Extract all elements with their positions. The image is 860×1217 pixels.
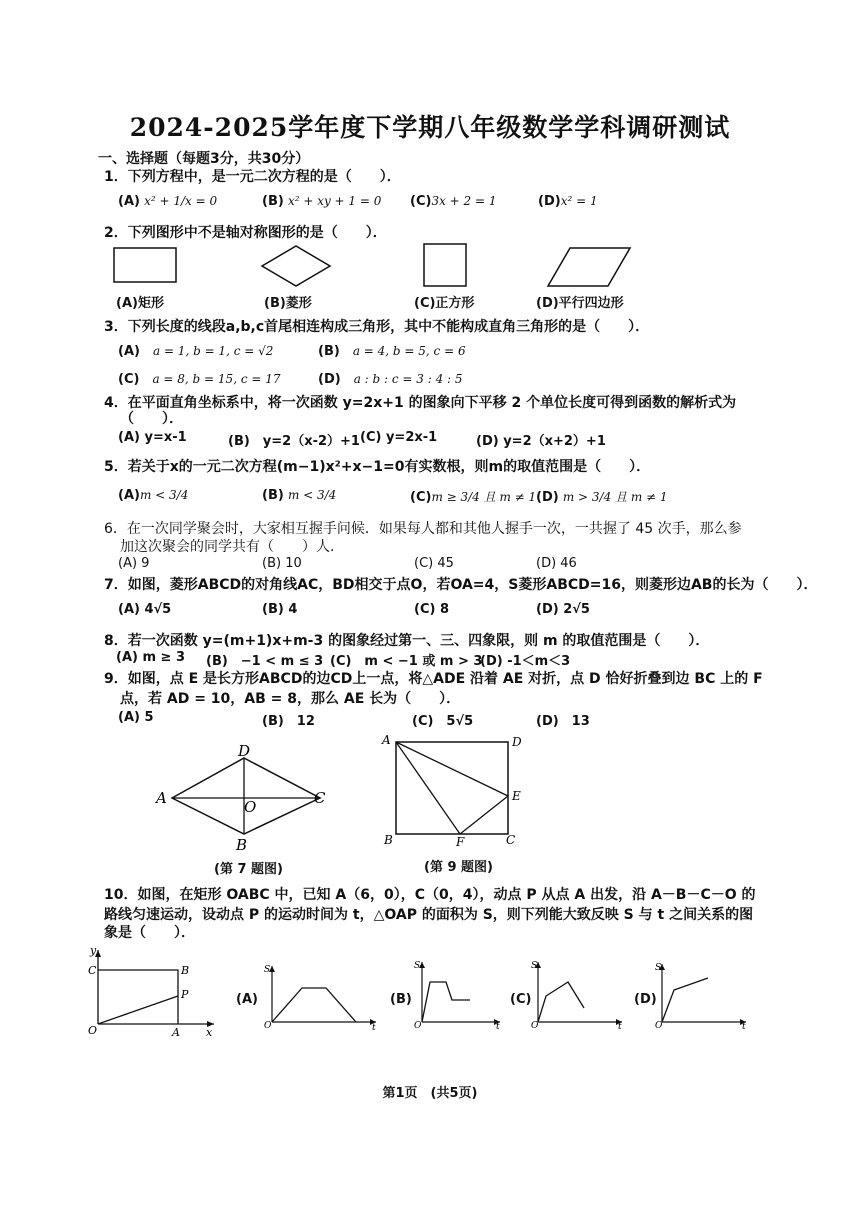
graph-a-o: O <box>264 1021 272 1030</box>
q6-option-a: (A) 9 <box>118 556 150 571</box>
fig9-label-c: C <box>506 833 516 847</box>
q10-option-d-label: (D) <box>634 992 657 1007</box>
graph-a-t: t <box>372 1023 376 1030</box>
q1-option-a: (A) x² + 1/x = 0 <box>118 194 218 209</box>
q5-option-a: (A)m < 3/4 <box>118 488 189 503</box>
q4-option-c: (C) y=2x-1 <box>360 430 438 445</box>
question-9-stem-line2: 点，若 AD = 10，AB = 8，那么 AE 长为（ ）． <box>120 691 461 707</box>
fig9-label-b: B <box>384 833 393 847</box>
q4-option-b: (B) y=2（x-2）+1 <box>228 434 360 449</box>
q2-option-a: (A)矩形 <box>116 296 164 311</box>
q2-option-b: (B)菱形 <box>264 296 312 311</box>
q4-option-d: (D) y=2（x+2）+1 <box>476 434 606 449</box>
question-6-stem-line2: 加这次聚会的同学共有（ ）人． <box>120 539 344 555</box>
q7-option-b: (B) 4 <box>262 602 298 617</box>
q10-graph-d <box>654 958 750 1030</box>
q2-option-d: (D)平行四边形 <box>536 296 624 311</box>
q5-option-c: (C)m ≥ 3/4 且 m ≠ 1 <box>410 490 537 505</box>
q3-option-c: (C) a = 8, b = 15, c = 17 <box>118 372 281 387</box>
question-10-stem-line2: 路线匀速运动，设动点 P 的运动时间为 t，△OAP 的面积为 S，则下列能大致反映 S 与 t 之间关系的图 <box>104 907 754 923</box>
q6-option-b: (B) 10 <box>262 556 302 571</box>
q10-label-p: P <box>181 988 189 1001</box>
graph-b-o: O <box>414 1021 422 1030</box>
question-7-stem: 7．如图，菱形ABCD的对角线AC，BD相交于点O，若OA=4，S菱形ABCD=16，则菱形边AB的长为（ ）． <box>104 577 818 593</box>
q2-option-c: (C)正方形 <box>414 296 475 311</box>
q1-option-c: (C)3x + 2 = 1 <box>410 194 497 209</box>
q2-shapes <box>100 240 660 290</box>
q7-option-a: (A) 4√5 <box>118 602 172 617</box>
graph-d-s: S <box>655 963 662 973</box>
q6-option-c: (C) 45 <box>414 556 454 571</box>
fig7-label-c: C <box>314 789 326 807</box>
q10-option-b-label: (B) <box>390 992 412 1007</box>
q10-graph-a <box>262 960 380 1030</box>
q8-option-d: (D) -1＜m＜3 <box>480 654 571 669</box>
q10-label-x: x <box>206 1026 213 1036</box>
fig7-label-d: D <box>238 742 251 760</box>
q10-option-a-label: (A) <box>236 992 258 1007</box>
question-6-stem-line1: 6．在一次同学聚会时，大家相互握手问候．如果每人都和其他人握手一次，一共握了 45 次手，那么参 <box>104 521 742 537</box>
q8-option-c: (C) m < −1 或 m > 3 <box>330 654 483 669</box>
fig9-label-d: D <box>512 735 522 749</box>
q9-option-c: (C) 5√5 <box>412 714 474 729</box>
question-4-stem-line2: （ ）． <box>120 411 183 427</box>
parallelogram-shape <box>548 248 630 286</box>
q9-option-d: (D) 13 <box>536 714 590 729</box>
page-footer: 第1页 (共5页) <box>382 1086 478 1101</box>
question-2-stem: 2．下列图形中不是轴对称图形的是（ ）． <box>104 225 387 241</box>
question-1-stem: 1．下列方程中，是一元二次方程的是（ ）． <box>104 169 401 185</box>
question-10-stem-line1: 10．如图，在矩形 OABC 中，已知 A（6，0），C（0，4），动点 P 从点 A 出发，沿 A－B－C－O 的 <box>104 887 756 903</box>
square-shape <box>424 244 466 286</box>
q8-option-b: (B) −1 < m ≤ 3 <box>206 654 324 669</box>
q10-label-a: A <box>172 1026 180 1036</box>
q7-option-c: (C) 8 <box>414 602 449 617</box>
q10-label-y: y <box>90 944 97 957</box>
fig9-label-f: F <box>456 835 465 849</box>
q10-label-b: B <box>181 964 190 977</box>
q9-option-b: (B) 12 <box>262 714 315 729</box>
graph-d-o: O <box>655 1021 663 1030</box>
q6-option-d: (D) 46 <box>536 556 577 571</box>
fig7-label-b: B <box>236 836 248 852</box>
q10-rectangle-figure <box>86 944 220 1036</box>
q4-option-a: (A) y=x-1 <box>118 430 187 445</box>
q8-option-a: (A) m ≥ 3 <box>116 650 186 665</box>
question-3-stem: 3．下列长度的线段a,b,c首尾相连构成三角形，其中不能构成直角三角形的是（ ）． <box>104 319 650 335</box>
rhombus-shape <box>262 246 330 286</box>
figure-9-caption: (第 9 题图) <box>424 860 493 875</box>
graph-b-s: S <box>414 961 421 971</box>
fig9-label-e: E <box>512 789 521 803</box>
section-heading: 一、选择题（每题3分，共30分） <box>98 151 310 167</box>
page-title: 2024-2025学年度下学期八年级数学学科调研测试 <box>129 113 731 142</box>
q1-option-b: (B) x² + xy + 1 = 0 <box>262 194 382 209</box>
q5-option-d: (D) m > 3/4 且 m ≠ 1 <box>536 490 668 505</box>
graph-c-o: O <box>531 1021 539 1030</box>
rectangle-shape <box>114 248 176 282</box>
q3-option-d: (D) a : b : c = 3 : 4 : 5 <box>318 372 463 387</box>
q9-option-a: (A) 5 <box>118 710 154 725</box>
fig7-label-a: A <box>156 789 167 807</box>
q10-graph-b <box>412 956 504 1030</box>
question-8-stem: 8．若一次函数 y=(m+1)x+m-3 的图象经过第一、三、四象限，则 m 的取值范围是（ ）． <box>104 633 710 649</box>
graph-c-s: S <box>531 961 538 971</box>
question-5-stem: 5．若关于x的一元二次方程(m−1)x²+x−1=0有实数根，则m的取值范围是（ ）． <box>104 459 651 475</box>
question-10-stem-line3: 象是（ ）． <box>104 925 195 941</box>
q5-option-b: (B) m < 3/4 <box>262 488 337 503</box>
question-9-stem-line1: 9．如图，点 E 是长方形ABCD的边CD上一点，将△ADE 沿着 AE 对折，点 D 恰好折叠到边 BC 上的 F <box>104 671 763 687</box>
q7-option-d: (D) 2√5 <box>536 602 590 617</box>
q10-label-o: O <box>88 1024 98 1036</box>
q10-option-c-label: (C) <box>510 992 532 1007</box>
q1-option-d: (D)x² = 1 <box>538 194 598 209</box>
fig7-label-o: O <box>244 798 257 816</box>
fig9-label-a: A <box>382 733 391 747</box>
q3-option-b: (B) a = 4, b = 5, c = 6 <box>318 344 466 359</box>
question-4-stem-line1: 4．在平面直角坐标系中，将一次函数 y=2x+1 的图象向下平移 2 个单位长度可得到函数的解析式为 <box>104 395 737 411</box>
graph-c-t: t <box>618 1022 622 1030</box>
figure-9-rectangle <box>378 732 528 850</box>
graph-b-t: t <box>496 1022 500 1030</box>
graph-a-s: S <box>264 965 271 975</box>
figure-7-rhombus <box>150 740 340 852</box>
graph-d-t: t <box>742 1022 746 1030</box>
q10-graph-c <box>530 956 626 1030</box>
q3-option-a: (A) a = 1, b = 1, c = √2 <box>118 344 274 359</box>
figure-7-caption: (第 7 题图) <box>214 862 283 877</box>
q10-label-c: C <box>88 964 97 977</box>
